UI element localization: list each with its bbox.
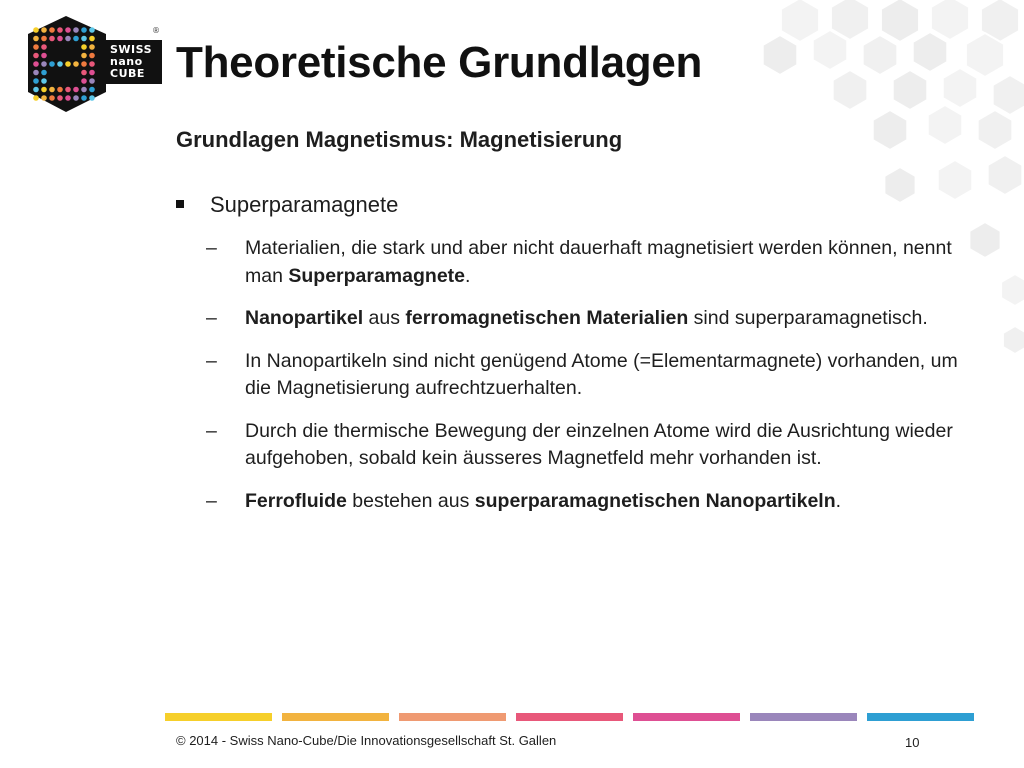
logo-dot — [81, 78, 87, 84]
sub-bullet-item — [206, 348, 966, 403]
logo-dot — [73, 61, 79, 67]
hexagon-shape — [863, 35, 898, 75]
text-run: sind superparamagnetisch. — [688, 307, 928, 329]
registered-mark: ® — [152, 26, 160, 35]
logo-dot — [57, 61, 63, 67]
logo-dot — [65, 61, 71, 67]
logo-dot — [41, 36, 47, 42]
logo-dot — [49, 61, 55, 67]
logo-dot — [89, 44, 95, 50]
bold-text-run: superparamagnetischen Nanopartikeln — [474, 489, 836, 512]
logo-dot — [33, 87, 39, 93]
hexagon-shape — [1001, 274, 1024, 306]
dash-bullet-icon: – — [206, 307, 217, 329]
dash-bullet-icon: – — [206, 419, 217, 442]
hexagon-shape — [873, 110, 908, 150]
logo-dot — [89, 61, 95, 67]
hexagon-shape — [931, 0, 969, 40]
logo-dot — [49, 95, 55, 101]
logo-dot — [41, 95, 47, 101]
page-number: 10 — [905, 735, 920, 750]
logo-dot — [81, 95, 87, 101]
logo-dot — [57, 87, 63, 93]
logo-dot — [89, 78, 95, 84]
footer-color-segment — [750, 713, 857, 721]
logo-dot — [65, 36, 71, 42]
bullet-superparamagnete — [176, 192, 398, 218]
hexagon-shape — [928, 105, 963, 145]
logo-dot — [33, 36, 39, 42]
hexagon-shape — [763, 35, 798, 75]
footer-color-segment — [165, 713, 272, 721]
logo-dot — [81, 36, 87, 42]
sub-bullet-list — [206, 235, 966, 530]
logo-dot — [41, 44, 47, 50]
logo-dot — [41, 61, 47, 67]
logo-dot — [73, 87, 79, 93]
bold-text-run: Nanopartikel — [245, 307, 364, 329]
logo-dot — [73, 27, 79, 33]
logo-dot — [33, 44, 39, 50]
dash-bullet-icon: – — [206, 349, 217, 372]
logo-dot — [41, 78, 47, 84]
logo-word-nano: nano — [110, 55, 143, 68]
text-run: bestehen aus — [346, 489, 475, 512]
logo-dot — [33, 95, 39, 101]
logo-dot — [57, 27, 63, 33]
hexagon-shape — [969, 222, 1000, 258]
swiss-nano-cube-logo — [26, 14, 162, 114]
hexagon-shape — [813, 30, 848, 70]
logo-dot — [49, 27, 55, 33]
sub-bullet-item — [206, 488, 966, 516]
hexagon-shape — [831, 0, 869, 40]
logo-dot — [65, 95, 71, 101]
hexagon-shape — [938, 160, 973, 200]
hexagon-shape — [988, 155, 1023, 195]
text-run: In Nanopartikeln sind nicht genügend Atome (=Elementarmagnete) vorhanden, um die Magnetisierung aufrechtzuerhalten. — [245, 349, 958, 399]
logo-dot — [41, 27, 47, 33]
bullet-label: Superparamagnete — [210, 192, 399, 217]
bold-text-run: ferromagnetischen Materialien — [405, 307, 689, 329]
logo-dot — [41, 53, 47, 59]
logo-dot — [81, 61, 87, 67]
logo-dot — [57, 36, 63, 42]
logo-dot — [81, 70, 87, 76]
logo-dot — [89, 27, 95, 33]
slide-title: Theoretische Grundlagen — [176, 38, 703, 87]
hexagon-shape — [884, 167, 915, 203]
logo-dot — [89, 70, 95, 76]
text-run: Durch die thermische Bewegung der einzelnen Atome wird die Ausrichtung wieder aufgehoben, sobald kein äusseres Magnetfeld mehr vorhanden ist. — [245, 419, 953, 469]
logo-dot — [33, 70, 39, 76]
logo-dot — [33, 53, 39, 59]
footer-color-segment — [282, 713, 389, 721]
hexagon-shape — [913, 32, 948, 72]
logo-dot — [33, 61, 39, 67]
logo-dot — [33, 78, 39, 84]
hexagon-shape — [978, 110, 1013, 150]
logo-dot — [81, 87, 87, 93]
logo-dot — [33, 27, 39, 33]
logo-dot — [49, 36, 55, 42]
logo-dot — [73, 36, 79, 42]
hexagon-shape — [893, 70, 928, 110]
logo-word-cube: CUBE — [110, 67, 145, 80]
hexagon-shape — [781, 0, 819, 42]
logo-dot — [81, 44, 87, 50]
footer-color-segment — [867, 713, 974, 721]
logo-dot — [41, 70, 47, 76]
logo-dot — [81, 27, 87, 33]
logo-dot — [57, 95, 63, 101]
text-run: . — [465, 264, 471, 287]
square-bullet-icon — [176, 200, 184, 208]
logo-dot — [65, 27, 71, 33]
footer-copyright: © 2014 - Swiss Nano-Cube/Die Innovationsgesellschaft St. Gallen — [176, 733, 557, 748]
logo-dot — [65, 87, 71, 93]
text-run: . — [835, 489, 842, 512]
hexagon-shape — [943, 68, 978, 108]
logo-dot — [49, 87, 55, 93]
logo-dot — [41, 87, 47, 93]
hexagon-shape — [833, 70, 868, 110]
logo-dot — [89, 36, 95, 42]
footer-color-segment — [399, 713, 506, 721]
sub-bullet-item — [206, 418, 966, 473]
text-run: Materialien, die stark und aber nicht dauerhaft magnetisiert werden können, nennt man — [245, 237, 952, 287]
bold-text-run: Superparamagnete — [288, 264, 466, 287]
logo-dot — [81, 53, 87, 59]
hexagon-shape — [881, 0, 919, 42]
hexagon-shape — [981, 0, 1019, 42]
text-run: aus — [363, 307, 406, 329]
slide-subtitle: Grundlagen Magnetismus: Magnetisierung — [176, 127, 623, 152]
dash-bullet-icon: – — [206, 489, 217, 512]
sub-bullet-item — [206, 235, 966, 290]
hexagon-shape — [1003, 326, 1024, 354]
footer-color-segment — [516, 713, 623, 721]
bold-text-run: Ferrofluide — [245, 489, 347, 512]
hexagon-shape — [966, 33, 1004, 77]
footer-color-segment — [633, 713, 740, 721]
logo-word-swiss: SWISS — [110, 43, 152, 56]
logo-dot — [73, 95, 79, 101]
dash-bullet-icon: – — [206, 237, 217, 259]
logo-dot — [89, 87, 95, 93]
logo-dot — [89, 95, 95, 101]
sub-bullet-item — [206, 305, 966, 333]
logo-dot — [89, 53, 95, 59]
hexagon-shape — [993, 75, 1024, 115]
